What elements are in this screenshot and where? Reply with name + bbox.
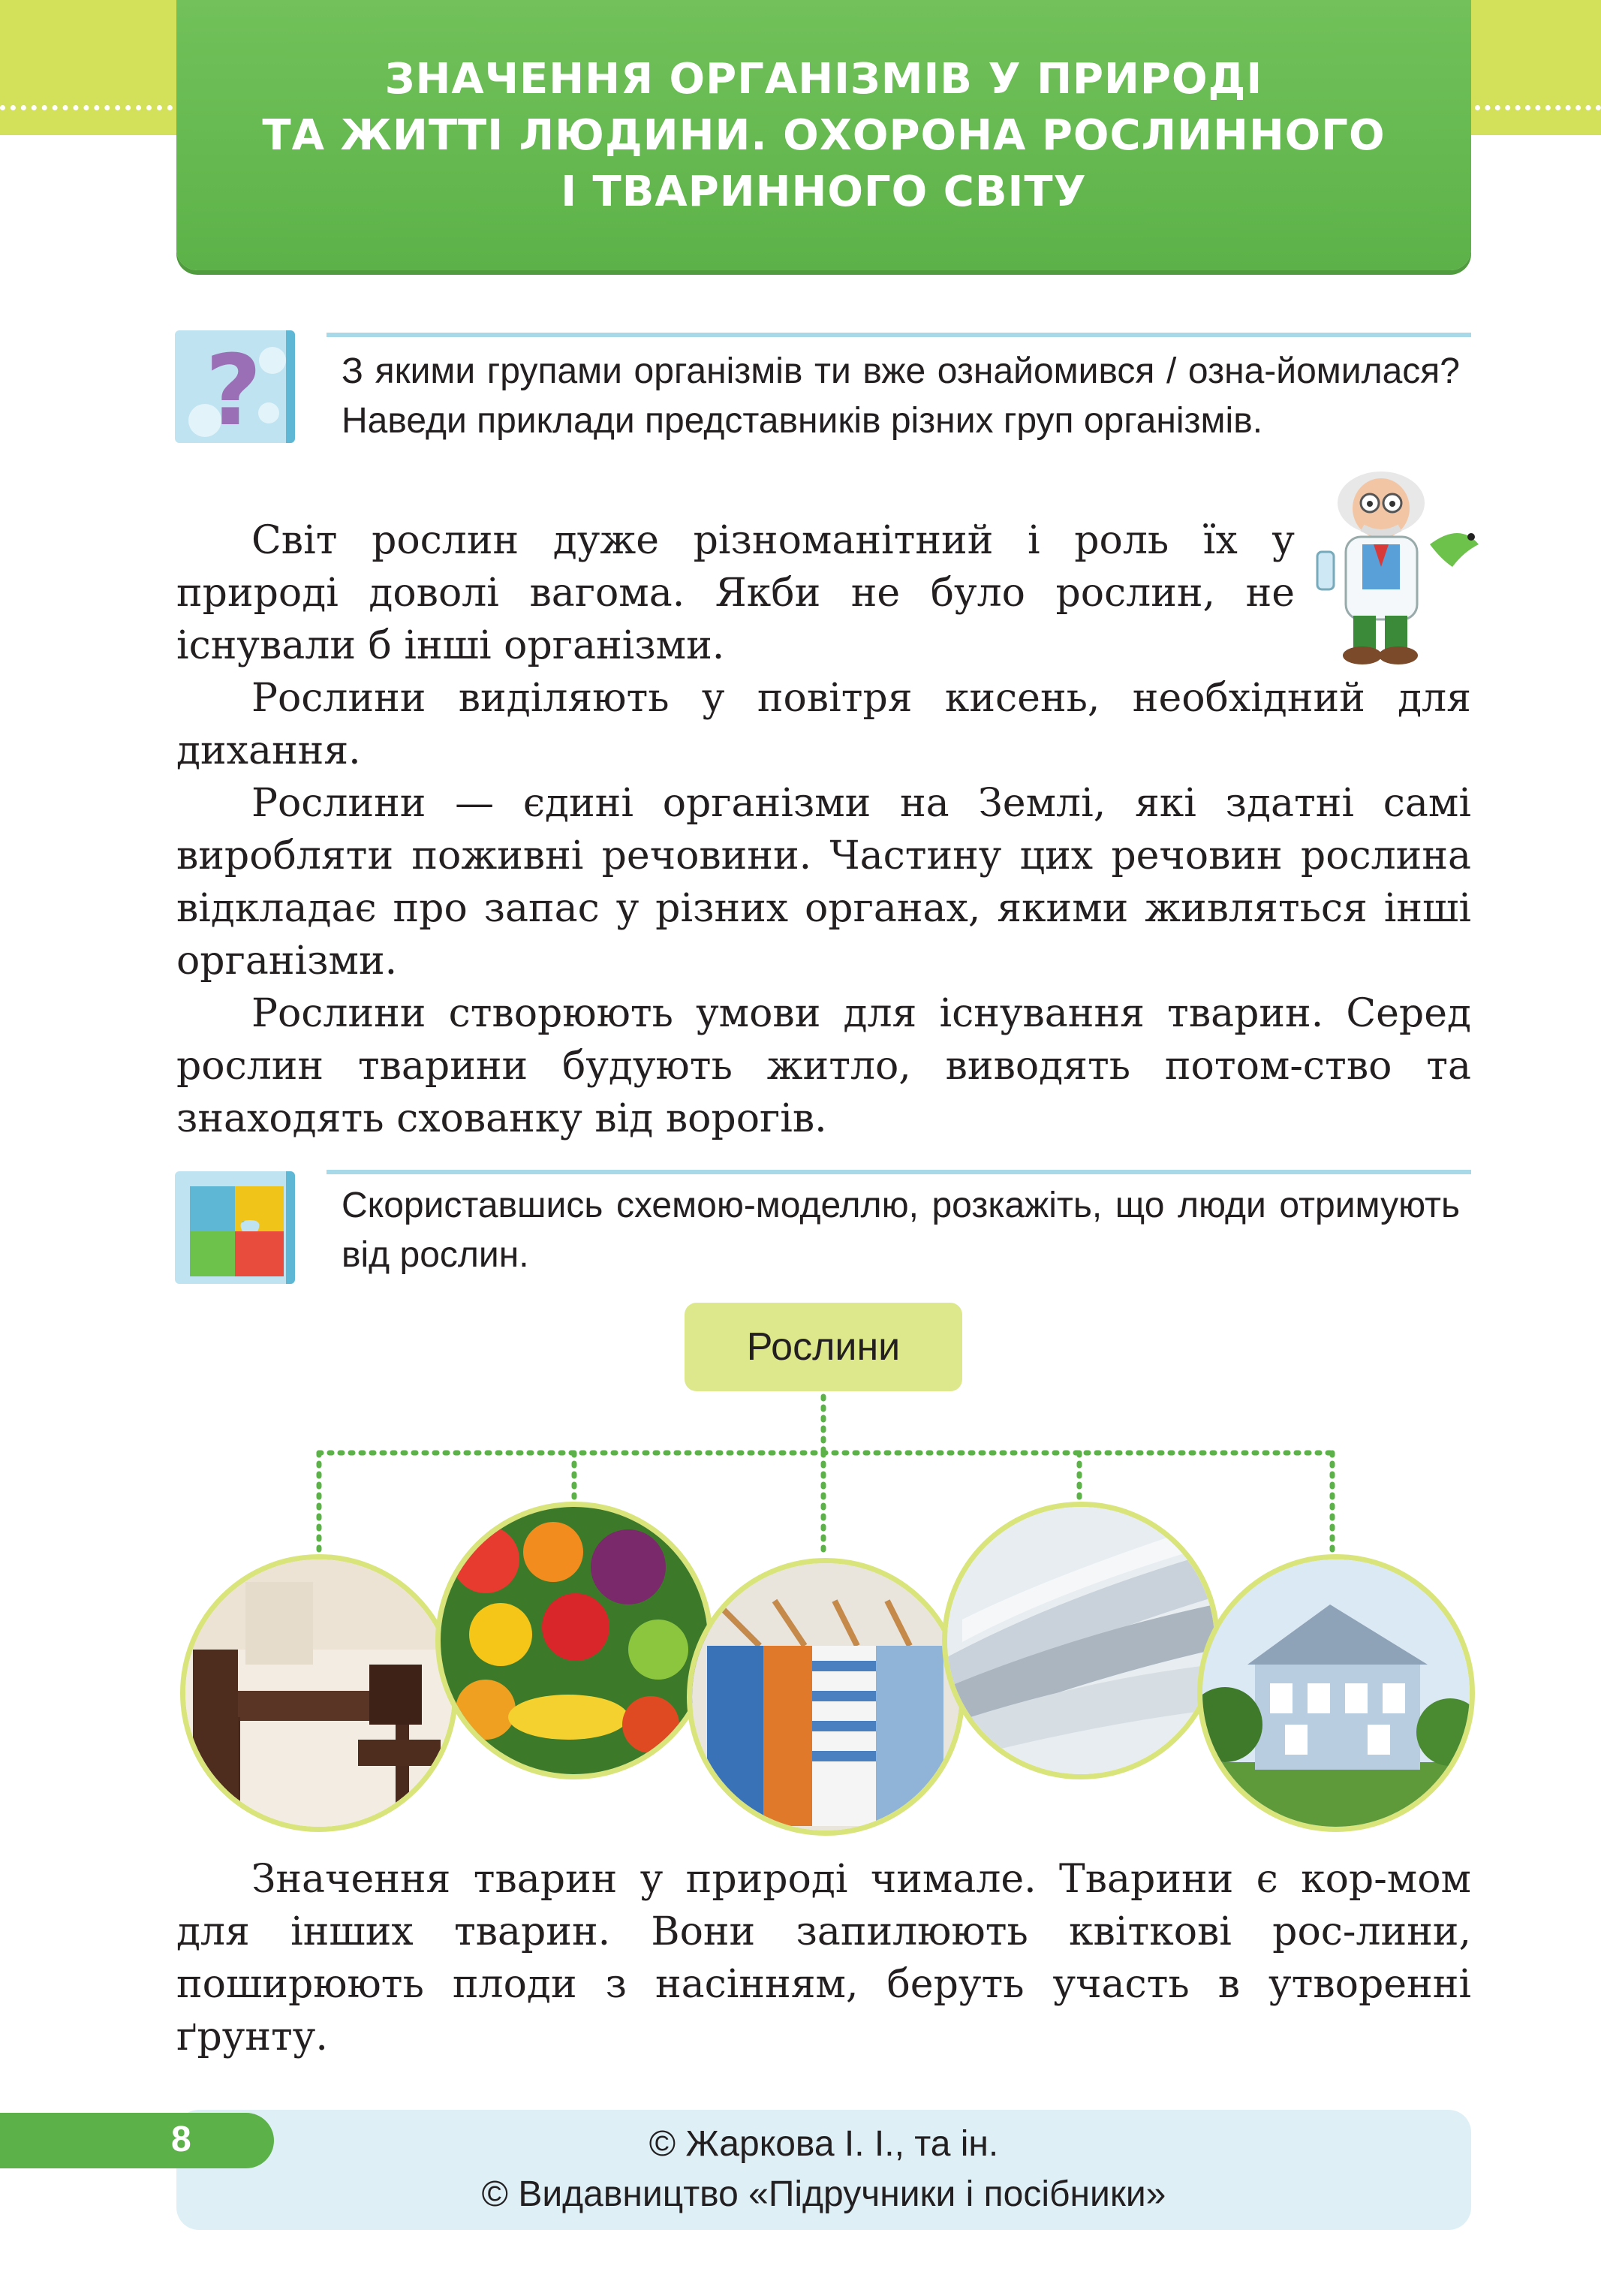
svg-text:?: ? — [205, 333, 262, 443]
scientist-character-image — [1310, 462, 1490, 676]
house-photo — [1197, 1554, 1475, 1832]
fruits-vegetables-photo — [435, 1502, 713, 1779]
furniture-photo — [180, 1554, 458, 1832]
puzzle-icon — [175, 1171, 295, 1284]
paragraph-animal-habitat: Рослини створюють умови для існування тварин. Серед рослин тварини будують житло, виводять потом-ство та знаходять схованку від ворогів. — [176, 991, 1471, 1141]
decor-dots-left — [0, 105, 173, 110]
paragraph-nutrients: Рослини — єдині організми на Землі, які здатні самі виробляти поживні речовини. Частину цих речовин рослина відкладає про запас у різних органах, якими живляться інші організми. — [176, 781, 1471, 984]
question-mark-icon — [175, 330, 295, 443]
copyright-publisher: © Видавництво «Підручники і посібники» — [481, 2174, 1166, 2214]
scheme-root-plants: Рослини — [685, 1303, 962, 1391]
task-divider-line — [327, 333, 1471, 337]
page-title: ЗНАЧЕННЯ ОРГАНІЗМІВ У ПРИРОДІ ТА ЖИТТІ ЛЮДИНИ. ОХОРОНА РОСЛИННОГО І ТВАРИННОГО СВІТУ — [262, 54, 1386, 216]
clothes-photo — [687, 1558, 965, 1836]
copyright-authors: © Жаркова І. І., та ін. — [649, 2124, 999, 2164]
paragraph-animals-role: Значення тварин у природі чимале. Тварини є кор-мом для інших тварин. Вони запилюють квіткові рос-лини, поширюють плоди з насінням, беруть участь в утворенні ґрунту. — [176, 1857, 1471, 2059]
decor-dots-right — [1475, 105, 1601, 110]
paragraph-oxygen: Рослини виділяють у повітря кисень, необхідний для дихання. — [176, 676, 1471, 773]
puzzle-task-text: Скориставшись схемою-моделлю, розкажіть, що люди отримують від рослин. — [342, 1186, 1460, 1275]
page-number: 8 — [171, 2120, 191, 2159]
task-divider-line-2 — [327, 1170, 1471, 1174]
paper-photo — [942, 1502, 1220, 1779]
title-banner — [176, 0, 1471, 270]
paragraph-plants-world: Світ рослин дуже різноманітний і роль їх у природі доволі вагома. Якби не було рослин, не існували б інші організми. — [176, 518, 1295, 668]
question-task-text: З якими групами організмів ти вже ознайомився / озна-йомилася? Наведи приклади представників різних груп організмів. — [342, 351, 1460, 441]
